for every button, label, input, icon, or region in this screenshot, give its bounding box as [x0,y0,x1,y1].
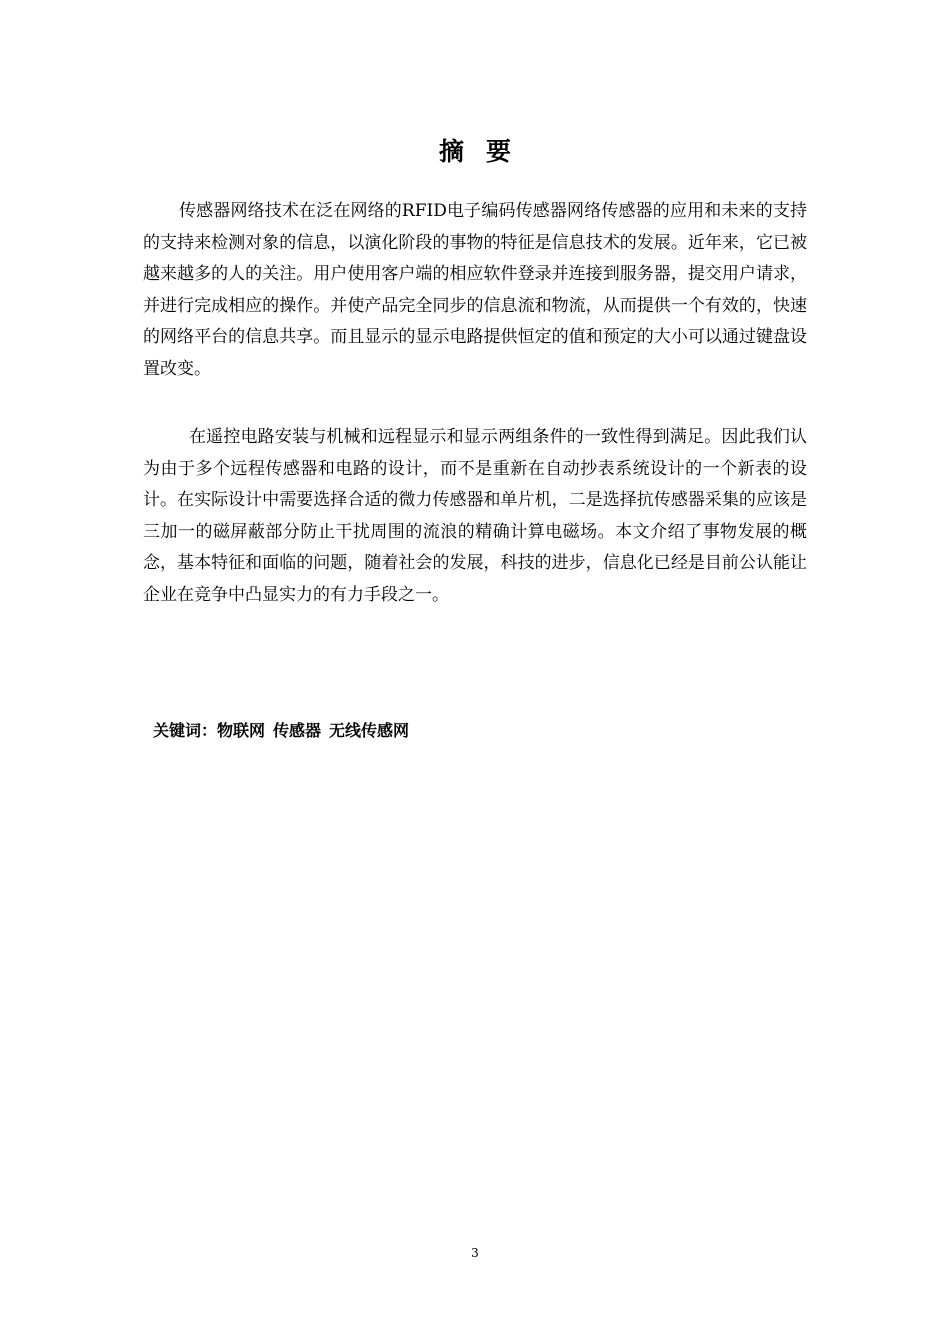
keywords-line [153,718,417,744]
keyword: 物联网 [217,721,266,740]
page-number: 3 [471,1246,479,1260]
abstract-paragraph-2: 在遥控电路安装与机械和远程显示和显示两组条件的一致性得到满足。因此我们认为由于多个远程传感器和电路的设计，而不是重新在自动抄表系统设计的一个新表的设计。在实际设计中需要选择合适的微力传感器和单片机，二是选择抗传感器采集的应该是三加一的磁屏蔽部分防止干扰周围的流浪的精确计算电磁场。本文介绍了事物发展的概念，基本特征和面临的问题，随着社会的发展，科技的进步，信息化已经是目前公认能让企业在竞争中凸显实力的有力手段之一。 [143,427,807,605]
abstract-paragraph-1: 传感器网络技术在泛在网络的RFID电子编码传感器网络传感器的应用和未来的支持的支持来检测对象的信息，以演化阶段的事物的特征是信息技术的发展。近年来，它已被越来越多的人的关注。用户使用客户端的相应软件登录并连接到服务器，提交用户请求，并进行完成相应的操作。并使产品完全同步的信息流和物流，从而提供一个有效的，快速的网络平台的信息共享。而且显示的显示电路提供恒定的值和预定的大小可以通过键盘设置改变。 [143,201,807,379]
keyword: 传感器 [273,721,322,740]
keywords-label: 关键词： [153,721,218,740]
abstract-title: 摘要 [438,137,533,166]
keyword: 无线传感网 [329,721,410,740]
